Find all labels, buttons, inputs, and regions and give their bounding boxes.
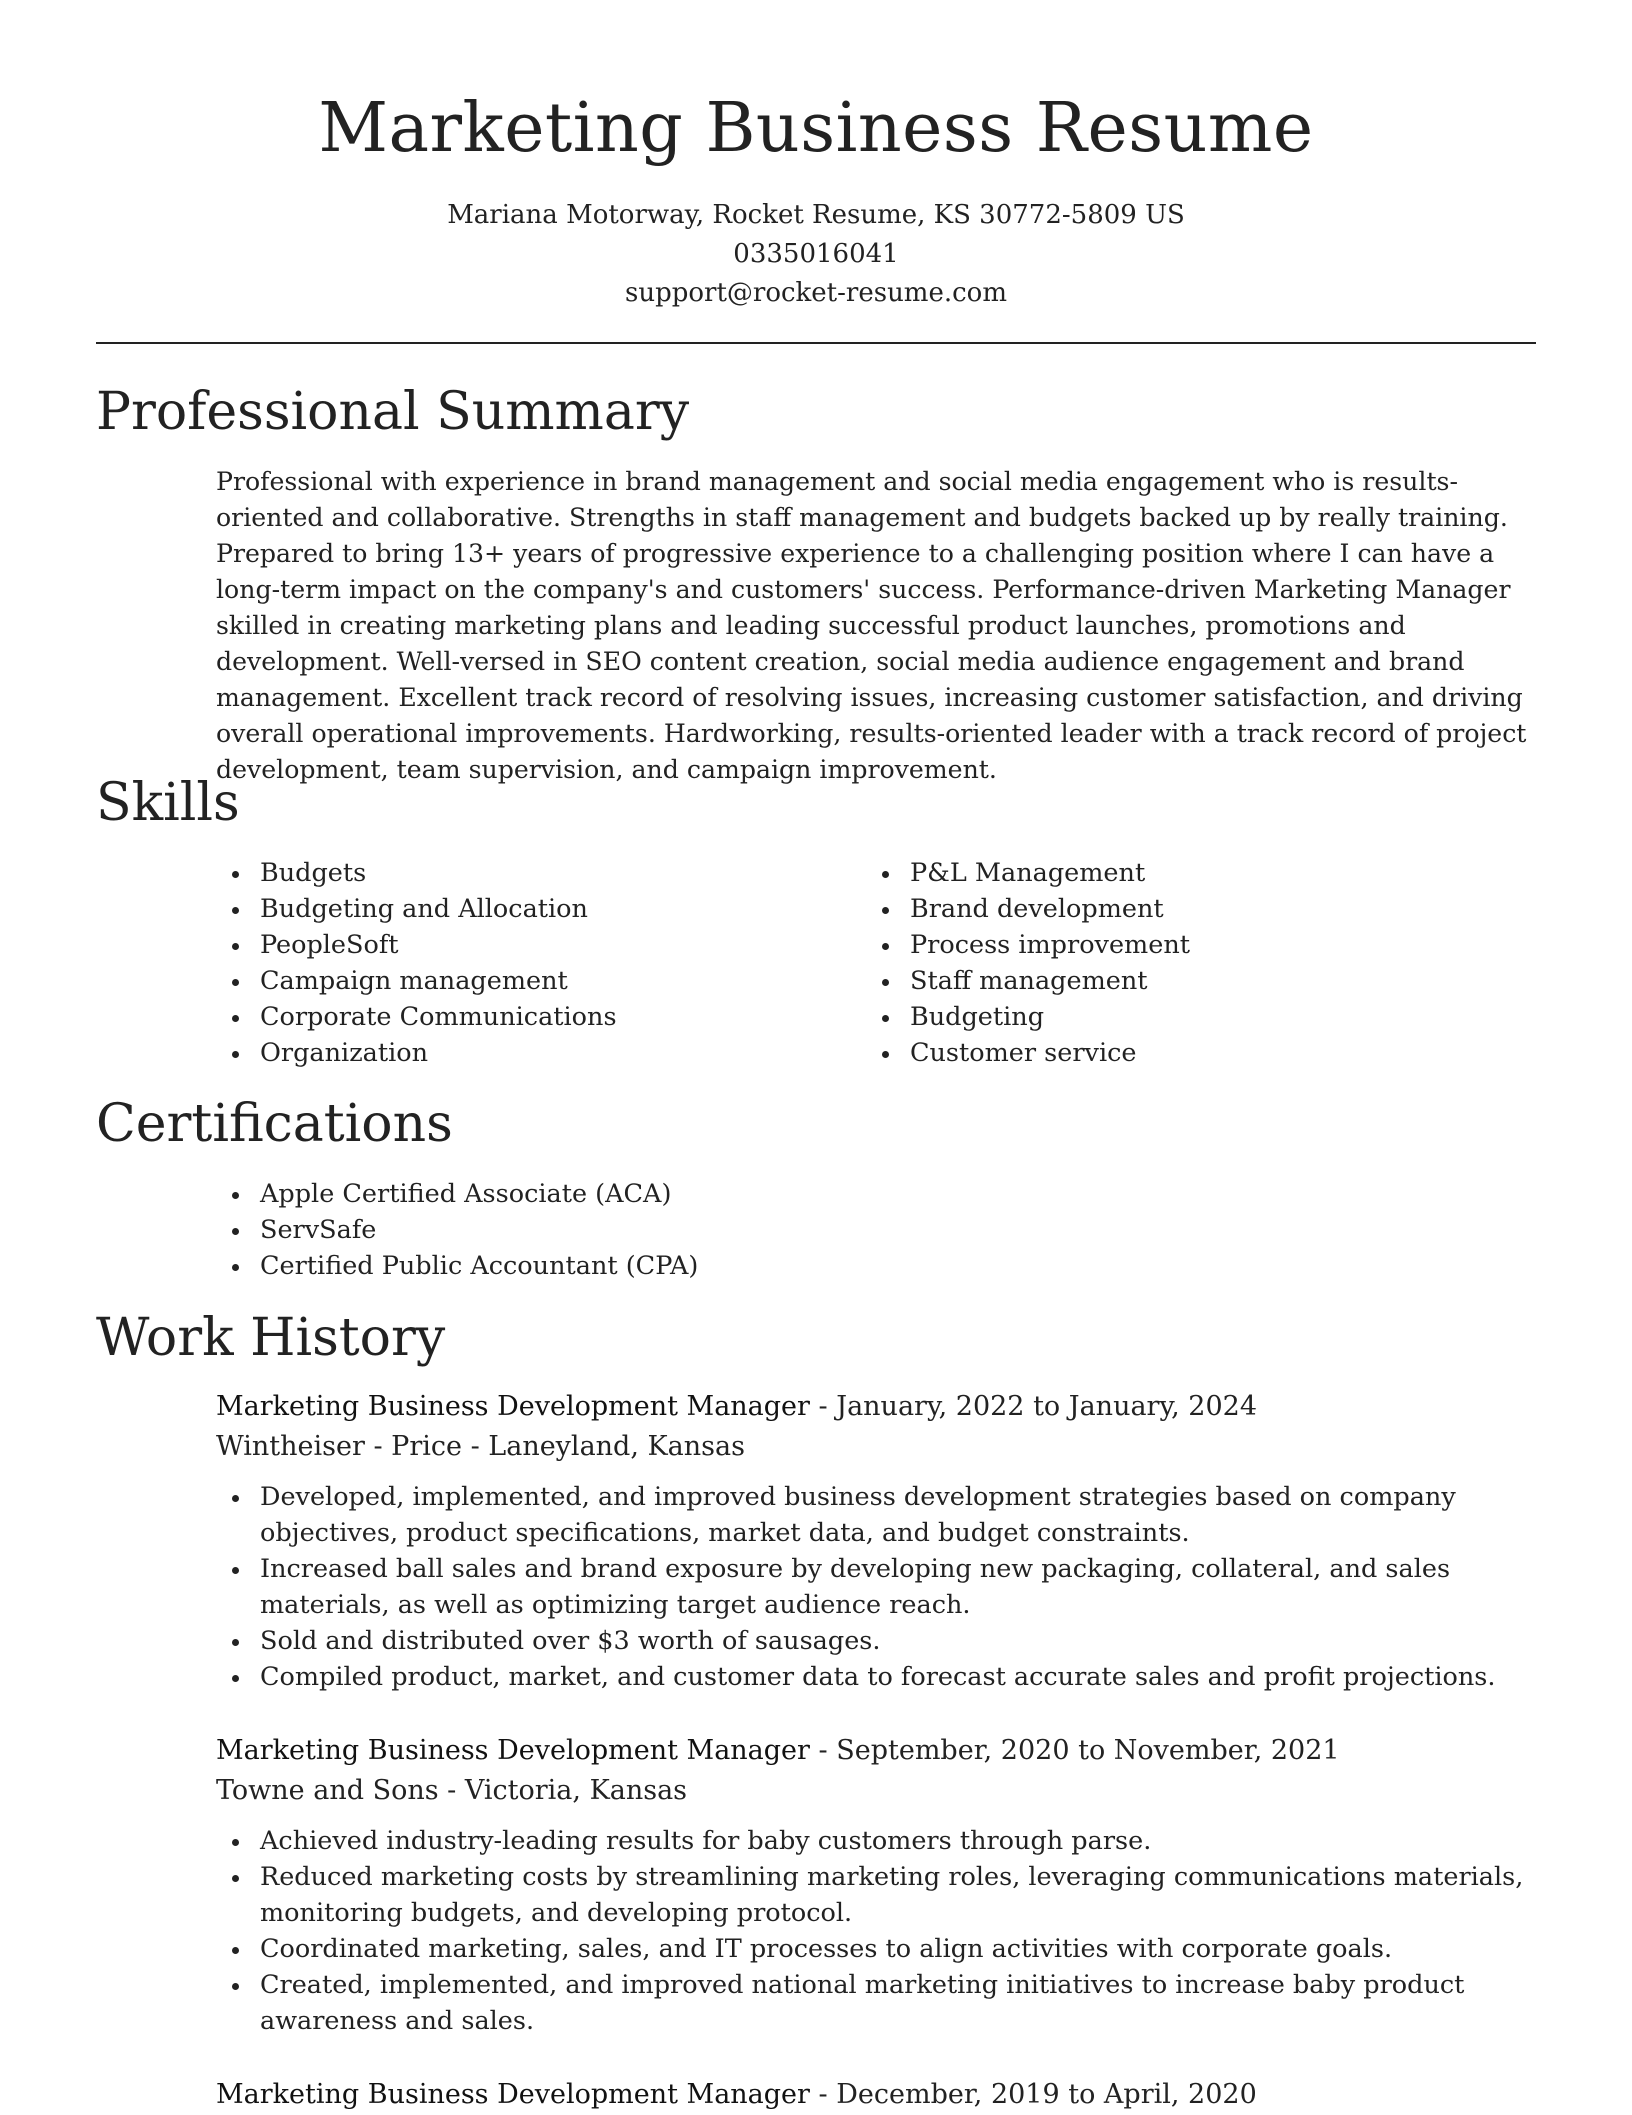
- job-company: Wintheiser - Price: [216, 1431, 462, 1462]
- skill-item: Budgeting and Allocation: [216, 891, 856, 927]
- header-divider: [96, 342, 1536, 344]
- resume-header: [96, 84, 1536, 313]
- job-dates: - December, 2019 to April, 2020: [809, 2079, 1257, 2110]
- job-bullet: Compiled product, market, and customer data to forecast accurate sales and profit projections.: [216, 1659, 1538, 1695]
- job-title-line: [216, 1387, 1538, 1427]
- summary-heading: Professional Summary: [96, 382, 690, 442]
- contact-info: [96, 196, 1536, 313]
- job-entry: [216, 1731, 1538, 2039]
- skills-heading: Skills: [96, 773, 240, 833]
- contact-address: Mariana Motorway, Rocket Resume, KS 30772-5809 US: [447, 200, 1185, 230]
- skill-item: PeopleSoft: [216, 927, 856, 963]
- job-bullet: Coordinated marketing, sales, and IT processes to align activities with corporate goals.: [216, 1931, 1538, 1967]
- skill-item: Campaign management: [216, 963, 856, 999]
- contact-phone: 0335016041: [733, 239, 899, 269]
- job-bullets: [216, 1823, 1538, 2039]
- certifications-heading: Certifications: [96, 1094, 453, 1154]
- job-title-line: [216, 1731, 1538, 1771]
- job-title-line: [216, 2075, 1538, 2115]
- skill-item: Staff management: [866, 963, 1506, 999]
- resume-title: Marketing Business Resume: [318, 89, 1314, 168]
- job-bullet: Achieved industry-leading results for baby customers through parse.: [216, 1823, 1538, 1859]
- skill-item: Customer service: [866, 1035, 1506, 1071]
- skill-item: Brand development: [866, 891, 1506, 927]
- job-bullet: Developed, implemented, and improved business development strategies based on company objectives, product specifications, market data, and budget constraints.: [216, 1479, 1538, 1551]
- certification-item: ServSafe: [216, 1212, 1216, 1248]
- job-bullet: Created, implemented, and improved national marketing initiatives to increase baby product awareness and sales.: [216, 1967, 1538, 2039]
- job-dates: - January, 2022 to January, 2024: [809, 1391, 1258, 1422]
- work-history-heading: Work History: [96, 1308, 446, 1368]
- certifications-list: [216, 1176, 1216, 1284]
- job-entry: [216, 2075, 1538, 2115]
- job-bullet: Increased ball sales and brand exposure by developing new packaging, collateral, and sales materials, as well as optimizing target audience reach.: [216, 1551, 1538, 1623]
- skills-list-left: [216, 855, 856, 1071]
- summary-text: Professional with experience in brand management and social media engagement who is results-oriented and collaborative. Strengths in staff management and budgets backed up by really training. Prepared to bring 13+ years of progressive experience to a challenging position where I can have a long-term impact on the company's and customers' success. Performance-driven Marketing Manager skilled in creating marketing plans and leading successful product launches, promotions and development. Well-versed in SEO content creation, social media audience engagement and brand management. Excellent track record of resolving issues, increasing customer satisfaction, and driving overall operational improvements. Hardworking, results-oriented leader with a track record of project development, team supervision, and campaign improvement.: [216, 467, 1527, 784]
- skill-item: Process improvement: [866, 927, 1506, 963]
- job-company-line: [216, 1427, 1538, 1467]
- job-bullet: Reduced marketing costs by streamlining marketing roles, leveraging communications materials, monitoring budgets, and developing protocol.: [216, 1859, 1538, 1931]
- job-role: Marketing Business Development Manager: [216, 1391, 810, 1422]
- job-bullet: Sold and distributed over $3 worth of sausages.: [216, 1623, 1538, 1659]
- skills-list-right: [866, 855, 1506, 1071]
- contact-email: support@rocket-resume.com: [624, 278, 1007, 308]
- skill-item: Organization: [216, 1035, 856, 1071]
- skill-item: Budgets: [216, 855, 856, 891]
- skill-item: Budgeting: [866, 999, 1506, 1035]
- certification-item: Apple Certified Associate (ACA): [216, 1176, 1216, 1212]
- job-role: Marketing Business Development Manager: [216, 2079, 810, 2110]
- certification-item: Certified Public Accountant (CPA): [216, 1248, 1216, 1284]
- job-dates: - September, 2020 to November, 2021: [809, 1735, 1340, 1766]
- skill-item: P&L Management: [866, 855, 1506, 891]
- job-company: Towne and Sons: [216, 1775, 439, 1806]
- job-entry: [216, 1387, 1538, 1695]
- job-location: - Laneyland, Kansas: [462, 1431, 745, 1462]
- job-location: - Victoria, Kansas: [438, 1775, 688, 1806]
- job-company-line: [216, 1771, 1538, 1811]
- job-role: Marketing Business Development Manager: [216, 1735, 810, 1766]
- job-bullets: [216, 1479, 1538, 1695]
- skill-item: Corporate Communications: [216, 999, 856, 1035]
